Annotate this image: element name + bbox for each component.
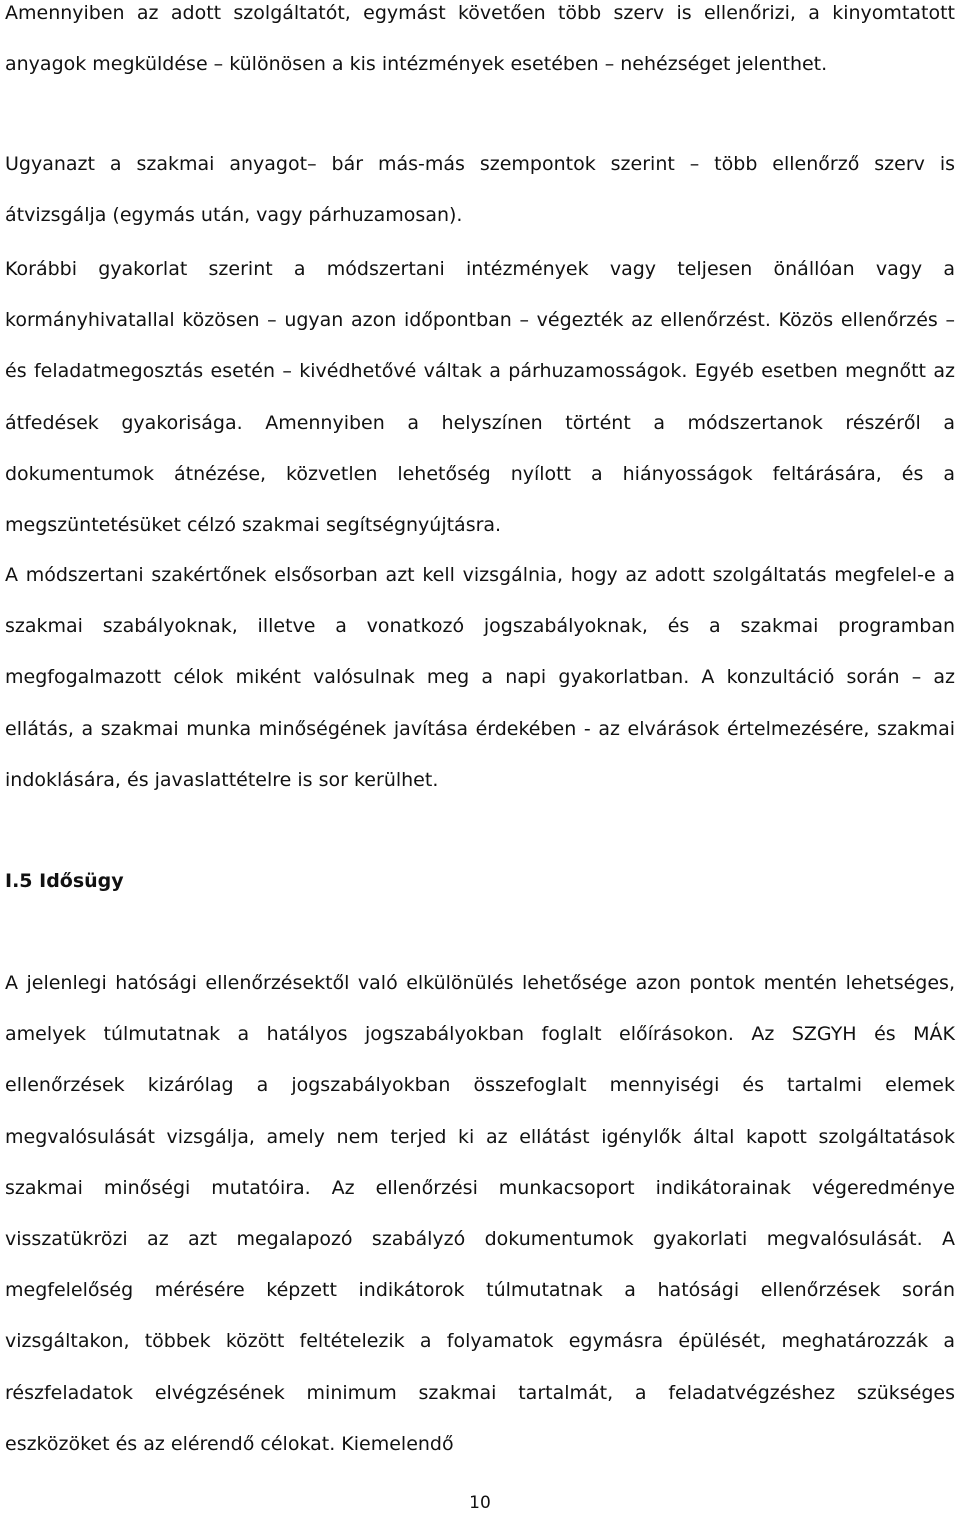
paragraph-methodology-expert: A módszertani szakértőnek elsősorban azt kell vizsgálnia, hogy az adott szolgáltatás megfelel-e a szakmai szabályoknak, illetve a vonatkozó jogszabályoknak, és a szakmai programban megfogalmazott célok miként valósulnak meg a napi gyakorlatban. A konzultáció során – az ellátás, a szakmai munka minőségének javítása érdekében - az elvárások értelmezésére, szakmai indoklására, és javaslattételre is sor kerülhet. (5, 564, 955, 791)
paragraph-multi-agency-checks: Amennyiben az adott szolgáltatót, egymást követően több szerv is ellenőrizi, a kinyomtatott anyagok megküldése – különösen a kis intézmények esetében – nehézséget jelenthet. (5, 2, 955, 76)
paragraph-elderly-care: A jelenlegi hatósági ellenőrzésektől való elkülönülés lehetősége azon pontok mentén lehetséges, amelyek túlmutatnak a hatályos jogszabályokban foglalt előírásokon. Az SZGYH és MÁK ellenőrzések kizárólag a jogszabályokban összefoglalt mennyiségi és tartalmi elemek megvalósulását vizsgálja, amely nem terjed ki az ellátást igénylők által kapott szolgáltatások szakmai minőségi mutatóira. Az ellenőrzési munkacsoport indikátorainak végeredménye visszatükrözi az azt megalapozó szabályzó dokumentumok gyakorlati megvalósulását. A megfelelőség mérésére képzett indikátorok túlmutatnak a hatósági ellenőrzések során vizsgáltakon, többek között feltételezik a folyamatok egymásra épülését, meghatározzák a részfeladatok elvégzésének minimum szakmai tartalmát, a feladatvégzéshez szükséges eszközöket és az elérendő célokat. Kiemelendő (5, 972, 955, 1455)
paragraph-parallel-review: Ugyanazt a szakmai anyagot– bár más-más szempontok szerint – több ellenőrző szerv is átvizsgálja (egymás után, vagy párhuzamosan). (5, 153, 955, 227)
section-heading: I.5 Idősügy (5, 870, 124, 892)
paragraph-former-practice: Korábbi gyakorlat szerint a módszertani intézmények vagy teljesen önállóan vagy a kormányhivatallal közösen – ugyan azon időpontban – végezték az ellenőrzést. Közös ellenőrzés – és feladatmegosztás esetén – kivédhetővé váltak a párhuzamosságok. Egyéb esetben megnőtt az átfedések gyakorisága. Amennyiben a helyszínen történt a módszertanok részéről a dokumentumok átnézése, közvetlen lehetőség nyílott a hiányosságok feltárására, és a megszüntetésüket célzó szakmai segítségnyújtásra. (5, 258, 955, 537)
page-number: 10 (469, 1493, 491, 1513)
